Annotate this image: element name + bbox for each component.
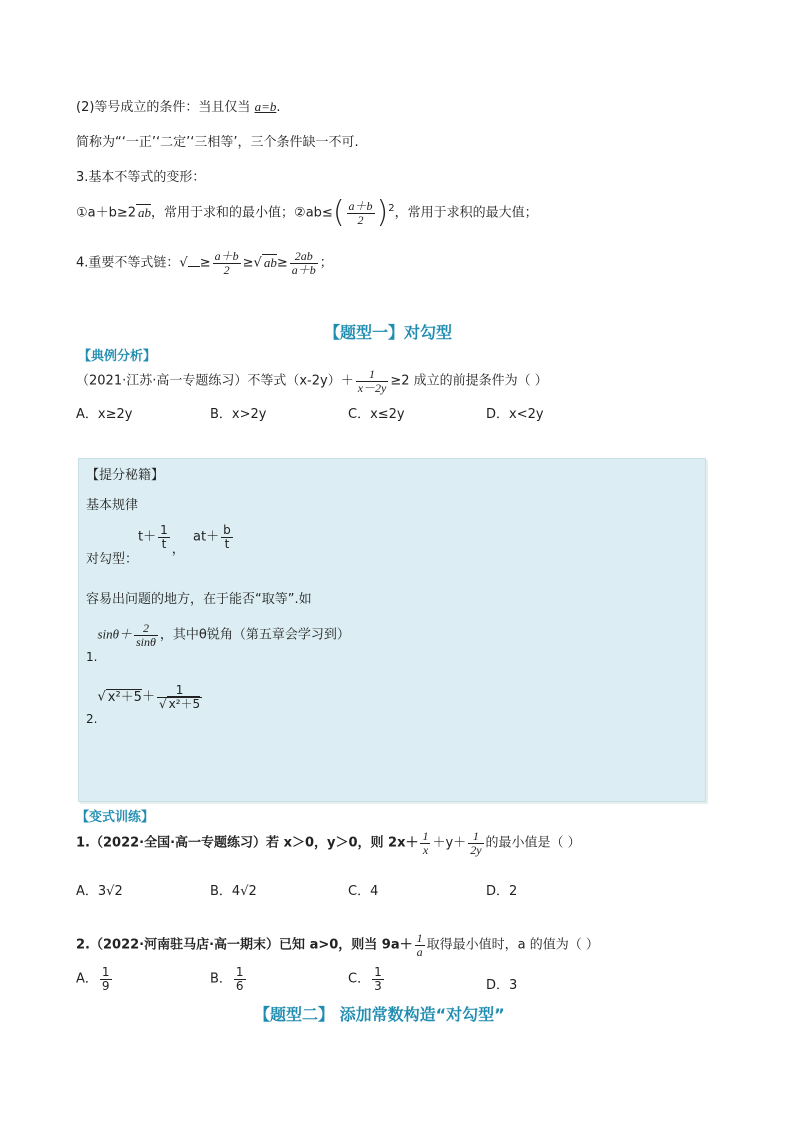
example-option-d: D．x<2y [486, 407, 544, 422]
numerator: 2ab [290, 250, 318, 264]
numerator: 1 [101, 965, 110, 979]
denominator: 3 [374, 978, 382, 993]
numerator: 1 [356, 368, 389, 382]
text: ≥2 成立的前提条件为（ ） [390, 373, 548, 389]
text: ＋y＋ [432, 835, 467, 851]
text: ； [319, 255, 333, 271]
q1-option-d: D．2 [486, 884, 518, 899]
summary-line: 简称为“‘一正’‘二定’‘三相等’，三个条件缺一不可. [76, 135, 359, 150]
numerator: 1 [235, 965, 244, 979]
fraction [221, 524, 233, 550]
denominator: 2 [357, 212, 364, 227]
item-number: 2. [86, 711, 98, 726]
numerator: 1 [416, 931, 423, 945]
fraction [158, 524, 170, 550]
dgx-formulas [86, 524, 235, 567]
numerator: 2 [134, 622, 158, 636]
q2-option-d: D．3 [486, 978, 518, 993]
denominator: a＋b [291, 262, 316, 277]
denominator: √ x²＋5 [158, 696, 201, 711]
fraction [134, 622, 158, 648]
numerator: a＋b [348, 198, 373, 213]
option-label: B． [210, 971, 232, 987]
sqrt-symbol: √ [179, 255, 188, 271]
item-number: 1. [86, 649, 98, 664]
tips-item-1 [86, 622, 350, 664]
fraction [157, 684, 202, 710]
sqrt-expression [188, 266, 200, 267]
example-option-a: A．x≥2y [76, 407, 133, 422]
example-question [76, 368, 548, 394]
sqrt-expression: x²＋5 [107, 689, 142, 705]
variant-formulas-line [76, 195, 538, 230]
q2-option-b [210, 966, 248, 992]
practice-question-1 [76, 830, 581, 856]
equality-condition-line [76, 96, 280, 115]
denominator: x－2y [357, 380, 387, 395]
sqrt-symbol: √ [97, 689, 106, 705]
variant-heading: 3.基本不等式的变形： [76, 170, 206, 185]
exponent: 2 [388, 203, 395, 215]
text: . [276, 100, 281, 115]
numerator: 1 [160, 523, 168, 537]
tips-rule: 基本规律 [86, 498, 139, 513]
example-option-c: C．x≤2y [348, 407, 405, 422]
numerator: 1 [157, 684, 202, 698]
example-option-b: B．x>2y [210, 407, 267, 422]
sqrt-expression: ab [138, 204, 152, 220]
ge-symbol: ≥ [276, 255, 288, 271]
denominator: x [422, 842, 429, 857]
dgx-label: 对勾型： [86, 551, 139, 567]
tips-header: 【提分秘籍】 [86, 468, 165, 483]
text: （2021·江苏·高一专题练习）不等式（x-2y）＋ [76, 373, 354, 389]
denominator: 2 [223, 262, 230, 277]
practice-label: 【变式训练】 [76, 810, 155, 825]
numerator: a＋b [214, 249, 239, 263]
text: 2.（2022·河南驻马店·高一期末）已知 a>0，则当 9a＋ [76, 937, 413, 953]
fraction [356, 368, 389, 394]
fraction [100, 966, 112, 992]
right-paren: ) [376, 195, 389, 230]
inequality-chain-line [76, 250, 333, 276]
q2-option-a [76, 966, 114, 992]
sqrt-symbol: √ [253, 255, 262, 271]
equality-expression: a=b [254, 99, 277, 114]
separator: ， [171, 541, 185, 557]
fraction [347, 200, 375, 226]
left-paren: ( [332, 195, 345, 230]
denominator: 6 [235, 978, 244, 993]
tips-item-2 [86, 684, 204, 726]
example-label: 【典例分析】 [78, 349, 157, 364]
fraction [290, 250, 318, 276]
option-label: A． [76, 971, 98, 987]
text: ＋ [141, 689, 155, 705]
section-title-2: 【题型二】 添加常数构造“对勾型” [254, 1005, 505, 1024]
option-label: C． [348, 971, 371, 987]
text: 的最小值是（ ） [485, 835, 581, 851]
numerator: 1 [422, 829, 429, 843]
denominator: a [416, 944, 423, 959]
sqrt-expression: ab [263, 254, 277, 270]
fraction [415, 932, 425, 958]
text: 4.重要不等式链： [76, 255, 180, 271]
tips-problem-text: 容易出问题的地方，在于能否“取等”.如 [86, 592, 312, 607]
text: at＋ [193, 529, 220, 545]
numerator: 1 [468, 830, 483, 844]
fraction [372, 966, 384, 992]
text: t＋ [138, 529, 157, 545]
fraction [420, 830, 430, 856]
text: ，其中θ锐角（第五章会学习到） [159, 627, 350, 643]
denominator: 9 [101, 978, 110, 993]
practice-question-2 [76, 932, 599, 958]
denominator: sinθ [136, 634, 156, 649]
fraction [213, 250, 241, 276]
q1-option-a: A．3√2 [76, 884, 123, 899]
q1-option-c: C．4 [348, 884, 379, 899]
text: (2)等号成立的条件：当且仅当 [76, 100, 255, 115]
numerator: b [223, 523, 231, 537]
denominator: t [161, 536, 167, 551]
fraction [468, 830, 483, 856]
numerator: 1 [374, 965, 382, 979]
text: 取得最小值时，a 的值为（ ） [426, 937, 599, 953]
fraction [234, 966, 246, 992]
denominator: t [224, 536, 230, 551]
denominator: 2y [470, 842, 482, 857]
ge-symbol: ≥ [242, 255, 254, 271]
text: 1.（2022·全国·高一专题练习）若 x＞0，y＞0，则 2x＋ [76, 835, 419, 851]
q2-option-c [348, 966, 386, 992]
sqrt-expression: x²＋5 [168, 696, 201, 711]
text: ，常用于求积的最大值； [394, 205, 538, 221]
q1-option-b: B．4√2 [210, 884, 257, 899]
text: ①a＋b≥2 [76, 205, 137, 221]
section-title-1: 【题型一】对勾型 [324, 323, 453, 342]
text: sinθ＋ [97, 626, 133, 642]
text: ，常用于求和的最小值；②ab≤ [151, 205, 333, 221]
ge-symbol: ≥ [199, 255, 211, 271]
